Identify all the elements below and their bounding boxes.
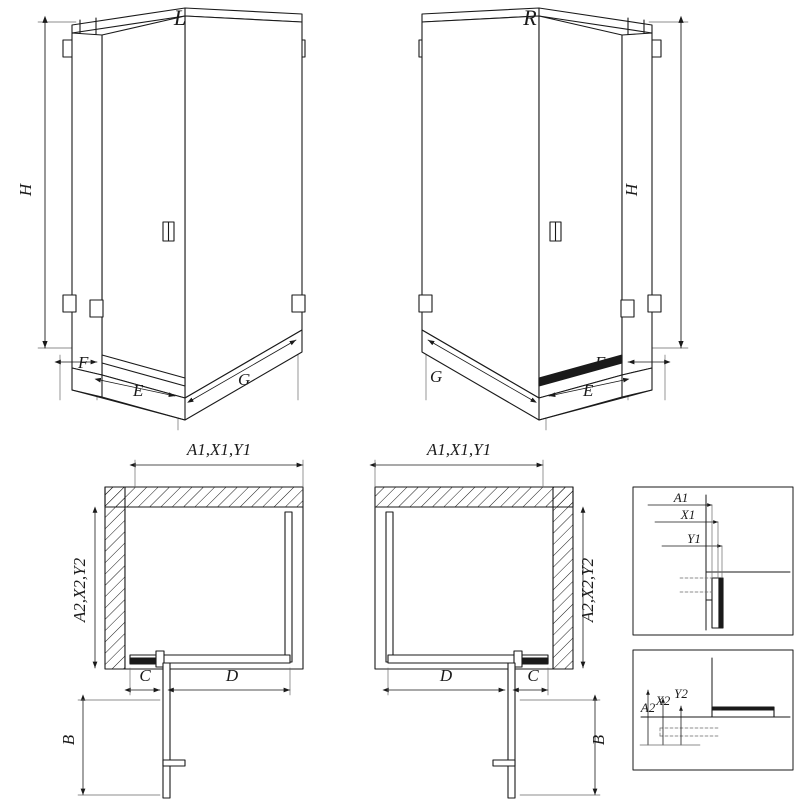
- label-plan-right-top: A1,X1,Y1: [426, 440, 492, 459]
- label-g-right: G: [430, 367, 443, 386]
- label-detail-x2: X2: [655, 693, 671, 708]
- label-h-right: H: [622, 183, 641, 197]
- detail-corner-bottom: [633, 650, 793, 770]
- label-plan-left-top: A1,X1,Y1: [186, 440, 252, 459]
- door-handle-left: [163, 222, 174, 241]
- label-e-right: E: [583, 381, 594, 400]
- plan-view-right: [375, 460, 600, 798]
- detail-corner-top: [633, 487, 793, 635]
- label-plan-right-side: A2,X2,Y2: [578, 557, 597, 623]
- label-detail-a2: A2: [640, 700, 656, 715]
- door-handle-right: [550, 222, 561, 241]
- label-f-left: F: [78, 353, 89, 372]
- label-view-left: L: [173, 5, 187, 30]
- label-detail-x1: X1: [680, 507, 696, 522]
- label-detail-y2: Y2: [674, 686, 688, 701]
- label-d-right: D: [439, 666, 453, 685]
- label-b-left: B: [59, 734, 78, 746]
- label-e-left: E: [133, 381, 144, 400]
- label-f-right: F: [595, 353, 606, 372]
- label-b-right: B: [589, 734, 608, 746]
- label-d-left: D: [225, 666, 239, 685]
- plan-view-left: [78, 460, 303, 798]
- label-view-right: R: [523, 5, 537, 30]
- label-detail-y1: Y1: [687, 531, 701, 546]
- label-detail-a1: A1: [673, 490, 689, 505]
- label-c-left: C: [139, 666, 151, 685]
- label-h-left: H: [16, 183, 35, 197]
- label-plan-left-side: A2,X2,Y2: [70, 557, 89, 623]
- label-g-left: G: [238, 370, 251, 389]
- label-c-right: C: [527, 666, 539, 685]
- isometric-view-right: [419, 8, 688, 430]
